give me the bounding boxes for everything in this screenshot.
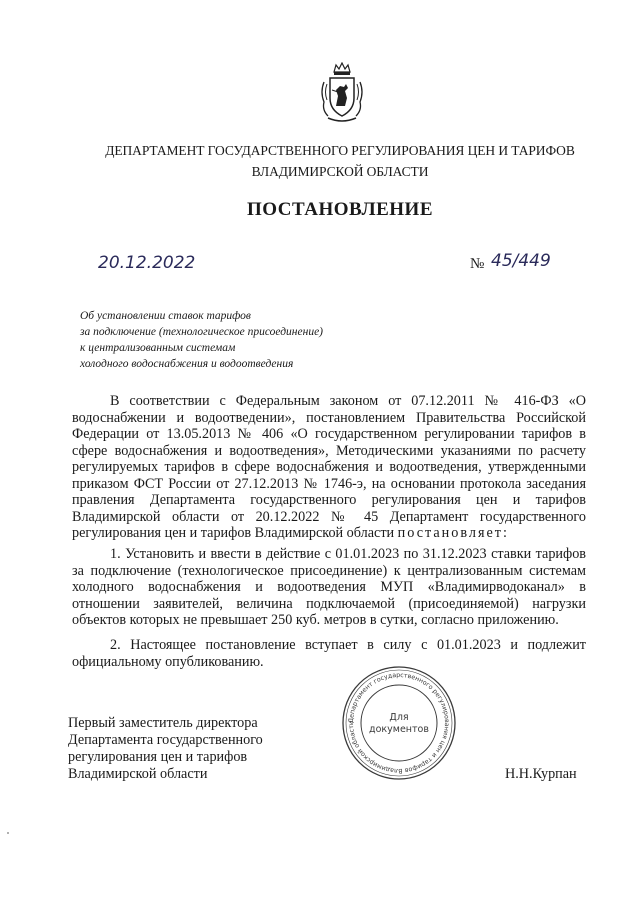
stamp-ring-text: Департамент государственного регулирования цен и тарифов Владимирской области	[347, 671, 451, 775]
subject-line: к централизованным системам	[80, 342, 236, 354]
position-line: Первый заместитель директора	[68, 715, 258, 731]
preamble-paragraph	[72, 393, 586, 542]
preamble-text: В соответствии с Федеральным законом от 07.12.2011 № 416-ФЗ «О водоснабжении и водоотведении», постановлением Правительства Российской Федерации от 13.05.2013 № 406 «О государственном регулировании тарифов в сфере водоснабжения и водоотведения», Методическими указаниями по расчету регулируемых тарифов в сфере водоснабжения и водоотведения, утвержденными приказом ФСТ России от 27.12.2013 № 1746-э, на основании протокола заседания правления Департамента государственного регулирования цен и тарифов Владимирской области от 20.12.2022 № 45 Департамент государственного регулирования цен и тарифов Владимирской области	[72, 393, 586, 541]
document-title: ПОСТАНОВЛЕНИЕ	[246, 199, 434, 220]
subject-line: Об установлении ставок тарифов	[80, 310, 251, 322]
subject-line: за подключение (технологическое присоединение)	[80, 326, 323, 338]
official-stamp	[340, 664, 458, 782]
department-name-line2: ВЛАДИМИРСКОЙ ОБЛАСТИ	[251, 164, 429, 179]
coat-of-arms-emblem	[318, 62, 366, 124]
clause-1-text: 1. Установить и ввести в действие с 01.01.2023 по 31.12.2023 ставки тарифов за подключение (технологическое присоединение) к централизованным системам холодного водоснабжения и водоотведения МУП «Владимирводоканал» в отношении заявителей, величина подключаемой (присоединяемой) нагрузки объектов которых не превышает 250 куб. метров в сутки, согласно приложению.	[72, 546, 586, 628]
clause-2-text: 2. Настоящее постановление вступает в силу с 01.01.2023 и подлежит официальному опубликованию.	[72, 637, 586, 670]
handwritten-number: 45/449	[491, 251, 551, 271]
scan-speck	[7, 832, 9, 834]
stamp-center-line1: Для	[389, 712, 409, 723]
svg-text:Департамент государственного р	[348, 672, 450, 774]
number-label: №	[470, 256, 485, 272]
clause-1-paragraph	[72, 546, 586, 629]
handwritten-date: 20.12.2022	[98, 253, 196, 273]
resolves-keyword: постановляет:	[397, 525, 509, 541]
stamp-center-line2: документов	[369, 724, 429, 735]
document-subject	[80, 308, 323, 372]
position-line: регулирования цен и тарифов	[68, 749, 248, 765]
signatory-position	[68, 715, 263, 783]
department-name-line1: ДЕПАРТАМЕНТ ГОСУДАРСТВЕННОГО РЕГУЛИРОВАНИЯ ЦЕН И ТАРИФОВ	[105, 143, 575, 158]
position-line: Департамента государственного	[68, 732, 263, 748]
signatory-name: Н.Н.Курпан	[505, 766, 577, 782]
clause-2-paragraph	[72, 637, 586, 670]
subject-line: холодного водоснабжения и водоотведения	[80, 358, 294, 370]
position-line: Владимирской области	[68, 766, 208, 782]
